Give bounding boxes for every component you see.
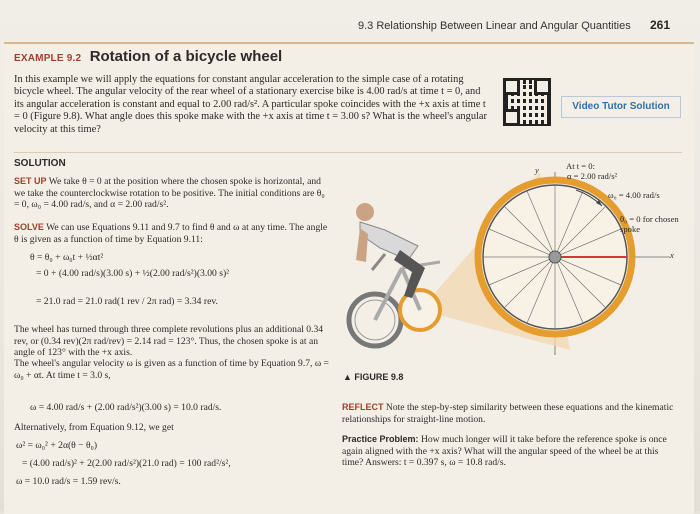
figure-alpha-label: α = 2.00 rad/s² xyxy=(567,171,618,181)
revolutions-paragraph: The wheel has turned through three complete revolutions plus an additional 0.34 rev, or (0.34 rev)(2π rad/rev) = 2.14 rad = 123°. Thus, the chosen spoke is at an angle of 123° with the +x axis. xyxy=(14,324,324,359)
practice-text: How much longer will it take before the reference spoke is once again aligned with the +x axis? What will the angular speed of the wheel be at this time? Answers: t = 0.397 s, ω = 10.8 rad/s. xyxy=(342,434,667,469)
equation-omega: ω = 4.00 rad/s + (2.00 rad/s²)(3.00 s) = 10.0 rad/s. xyxy=(30,402,222,413)
cyclist xyxy=(356,203,425,298)
figure-theta-label: θ₀ = 0 for chosen spoke xyxy=(620,214,679,234)
running-head: 9.3 Relationship Between Linear and Angular Quantities xyxy=(358,20,631,32)
page-number: 261 xyxy=(650,18,671,32)
figure-t-label: At t = 0: xyxy=(566,161,595,171)
solve-text: We can use Equations 9.11 and 9.7 to find θ and ω at any time. The angle θ is given as a function of time by Equation 9.11: xyxy=(14,222,328,245)
alternative-paragraph: Alternatively, from Equation 9.12, we get xyxy=(14,422,174,433)
equation-theta-sub: = 0 + (4.00 rad/s)(3.00 s) + ½(2.00 rad/s²)(3.00 s)² xyxy=(36,268,230,279)
example-intro: In this example we will apply the equations for constant angular acceleration to the simple case of a rotating bicycle wheel. The angular velocity of the rear wheel of a stationary exercise bike is 4.00 rad/s at time t = 0, and its angular acceleration is constant and equal to 2.00 rad/s². A particular spoke coincides with the +x axis at time t = 0 (Figure 9.8). What angle does this spoke make with the +x axis at time t = 3.00 s? What is the wheel's angular velocity at this time? xyxy=(14,74,487,135)
setup-label: SET UP xyxy=(14,176,47,186)
solve-label: SOLVE xyxy=(14,222,44,232)
figure-omega-label: ω₀ = 4.00 rad/s xyxy=(608,190,660,200)
figure-caption: ▲ FIGURE 9.8 xyxy=(343,372,404,382)
example-header xyxy=(14,48,282,66)
equation-omega-squared-sub: = (4.00 rad/s)² + 2(2.00 rad/s²)(21.0 rad) = 100 rad²/s², xyxy=(22,458,231,469)
exercise-bike xyxy=(349,254,440,346)
qr-code-icon[interactable] xyxy=(503,78,551,126)
equation-omega-result: ω = 10.0 rad/s = 1.59 rev/s. xyxy=(16,476,121,487)
example-title: Rotation of a bicycle wheel xyxy=(89,48,283,65)
equation-theta-result: = 21.0 rad = 21.0 rad(1 rev / 2π rad) = 3.34 rev. xyxy=(36,296,218,307)
solve-paragraph xyxy=(14,222,332,245)
figure-9-8 xyxy=(340,150,680,370)
reflect-label: REFLECT xyxy=(342,402,384,412)
practice-label: Practice Problem: xyxy=(342,434,419,444)
setup-paragraph xyxy=(14,176,332,211)
practice-paragraph xyxy=(342,434,677,469)
setup-text: We take θ = 0 at the position where the chosen spoke is horizontal, and we take the counterclockwise rotation to be positive. The initial conditions are θ₀ = 0, ω₀ = 4.00 rad/s, and α = 2.00 rad/s². xyxy=(14,176,325,211)
large-wheel xyxy=(478,180,632,334)
figure-x-axis-label: x xyxy=(670,250,674,260)
reflect-text: Note the step-by-step similarity between these equations and the kinematic relationships for straight-line motion. xyxy=(342,402,674,425)
example-label: EXAMPLE 9.2 xyxy=(14,53,82,64)
equation-theta: θ = θ₀ + ω₀t + ½αt² xyxy=(30,252,104,263)
reflect-paragraph xyxy=(342,402,677,425)
figure-y-axis-label: y xyxy=(535,165,539,175)
solution-heading: SOLUTION xyxy=(14,158,66,169)
equation-omega-squared: ω² = ω₀² + 2α(θ − θ₀) xyxy=(16,440,98,451)
video-tutor-button[interactable]: Video Tutor Solution xyxy=(561,96,681,118)
omega-paragraph: The wheel's angular velocity ω is given as a function of time by Equation 9.7, ω = ω₀ + αt. At time t = 3.0 s, xyxy=(14,358,329,381)
